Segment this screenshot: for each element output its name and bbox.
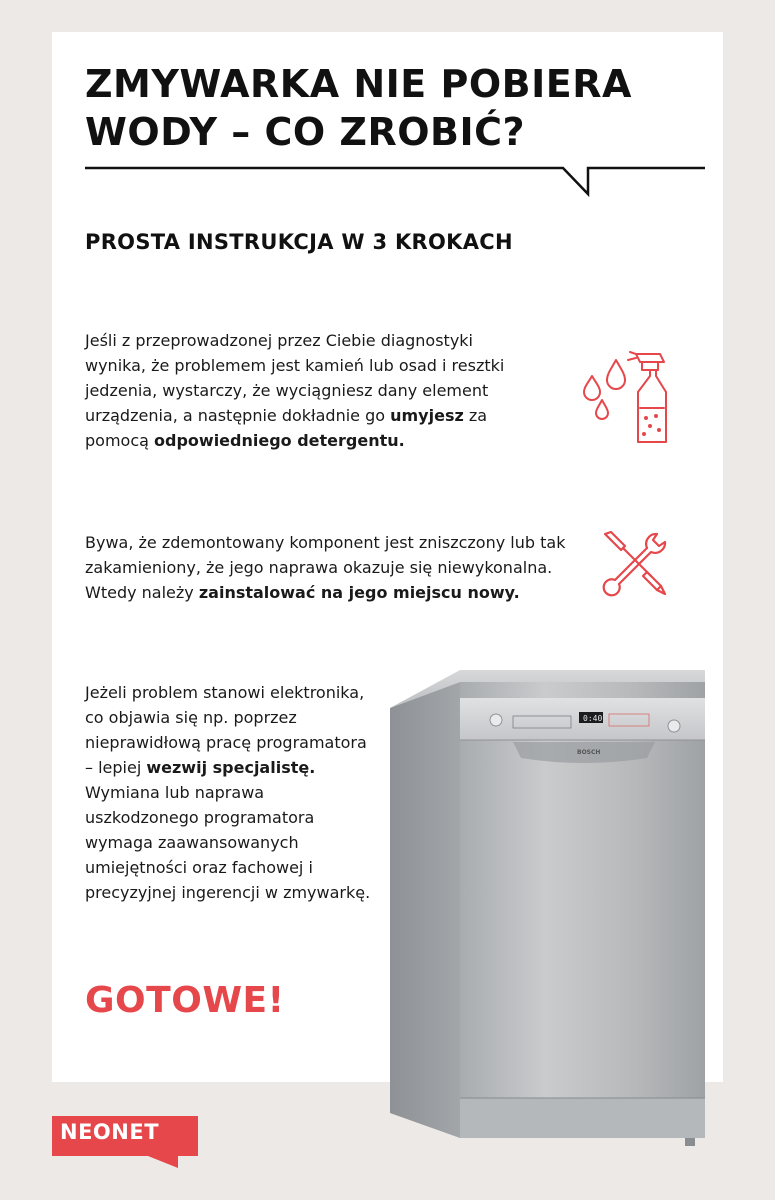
step-2-text (85, 530, 585, 605)
step-1-text-a: Jeśli z przeprowadzonej przez Ciebie diagnostyki wynika, że problemem jest kamień lub osad i resztki jedzenia, wystarczy, że wyciągniesz dany element urządzenia, a następnie dokładnie go (85, 331, 505, 425)
title-line-1: ZMYWARKA NIE POBIERA (85, 62, 632, 106)
done-label: GOTOWE! (85, 980, 285, 1021)
step-1-text-b: za pomocą (85, 406, 488, 450)
dishwasher-display: 0:40 (583, 714, 603, 723)
dishwasher-image (385, 668, 710, 1150)
water-drops-spray-bottle-icon (580, 346, 680, 456)
page-title (85, 60, 705, 156)
subtitle: PROSTA INSTRUKCJA W 3 KROKACH (85, 230, 513, 254)
step-2-text-a: Bywa, że zdemontowany komponent jest zniszczony lub tak zakamieniony, że jego naprawa okazuje się niewykonalna. Wtedy należy (85, 533, 566, 602)
step-1-bold-a: umyjesz (390, 406, 464, 425)
screwdriver-wrench-icon (599, 528, 671, 600)
neonet-logo-text: NEONET (60, 1120, 160, 1144)
step-3-text-a: Jeżeli problem stanowi elektronika, co objawia się np. poprzez nieprawidłową pracę programatora – lepiej (85, 683, 367, 777)
step-2-bold-a: zainstalować na jego miejscu nowy. (198, 583, 520, 602)
step-1-bold-b: odpowiedniego detergentu. (154, 431, 405, 450)
step-1-text (85, 328, 525, 453)
step-3-bold-a: wezwij specjalistę. (146, 758, 316, 777)
speech-bubble-divider (85, 166, 705, 202)
dishwasher-brand: BOSCH (577, 749, 601, 756)
title-line-2: WODY – CO ZROBIĆ? (85, 110, 526, 154)
step-3-text (85, 680, 375, 905)
step-3-text-b: Wymiana lub naprawa uszkodzonego programatora wymaga zaawansowanych umiejętności oraz fachowej i precyzyjnej ingerencji w zmywarkę. (85, 783, 371, 902)
